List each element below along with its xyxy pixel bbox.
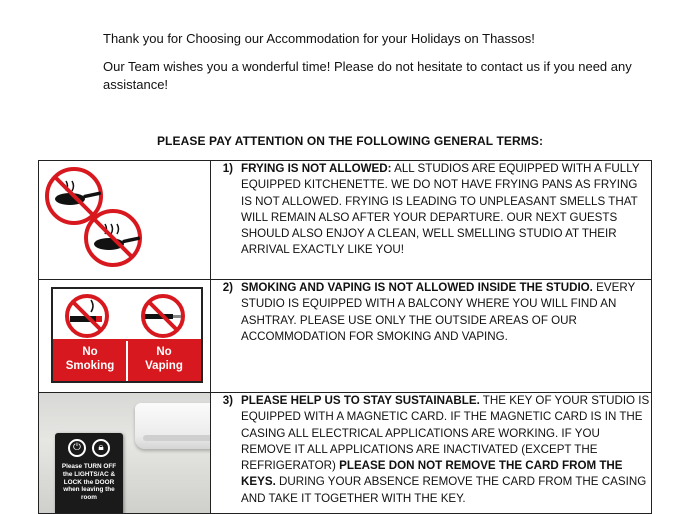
- term-number: 3): [222, 394, 233, 407]
- no-vaping-icon: [143, 296, 183, 336]
- term-number: 1): [222, 162, 233, 175]
- term-warning: PLEASE DON NOT REMOVE THE CARD FROM THE KEYS.: [241, 459, 623, 489]
- power-icon: ⏻: [68, 439, 86, 457]
- term-text: EVERY STUDIO IS EQUIPPED WITH A BALCONY WHERE YOU WILL FIND AN ASHTRAY. PLEASE USE ONLY THE OUTSIDE AREAS OF OUR ACCOMMODATION FOR SMOKING AND VAPING.: [241, 281, 636, 343]
- intro: [103, 30, 663, 104]
- term-row-frying: [39, 161, 652, 280]
- no-smoking-label: No Smoking: [65, 346, 115, 372]
- term-title: SMOKING AND VAPING IS NOT ALLOWED INSIDE THE STUDIO.: [241, 281, 593, 294]
- smoking-image-cell: [39, 280, 211, 393]
- intro-team: Our Team wishes you a wonderful time! Please do not hesitate to contact us if you need any assistance!: [103, 59, 632, 92]
- no-vaping-label: No Vaping: [145, 346, 183, 372]
- term-text: ALL STUDIOS ARE EQUIPPED WITH A FULLY EQUIPPED KITCHENETTE. WE DO NOT HAVE FRYING PANS AS FRYING IS NOT ALLOWED. FRYING IS LEADING TO UNPLEASANT SMELLS THAT WILL REMAIN ALSO AFTER YOUR DEPARTURE. OUR NEXT GUESTS SHOULD ALSO ENJOY A CLEAN, WELL SMELLING STUDIO AT THEIR ARRIVAL EXACTLY LIKE YOU!: [241, 162, 640, 257]
- terms-table: [38, 160, 652, 514]
- air-conditioner-unit: [135, 403, 210, 449]
- term-smoking: [211, 280, 652, 393]
- no-smoking-icon: [67, 296, 107, 336]
- air-conditioner-photo: [39, 393, 210, 513]
- term-title: PLEASE HELP US TO STAY SUSTAINABLE.: [241, 394, 480, 407]
- terms-heading: PLEASE PAY ATTENTION ON THE FOLLOWING GENERAL TERMS:: [156, 134, 544, 148]
- no-smoking-sign: [51, 287, 203, 383]
- card-panel-text: Please TURN OFF the LIGHTS/AC & LOCK the DOOR when leaving the room: [61, 463, 117, 502]
- term-text: THE KEY OF YOUR STUDIO IS EQUIPPED WITH A MAGNETIC CARD. IF THE MAGNETIC CARD IS IN THE CASING ALL ELECTRICAL APPLICATIONS ARE WORKING. IF YOU REMOVE IT ALL APPLICATIONS ARE INACTIVATED (EXCEPT THE REFRIGERATOR): [241, 394, 650, 473]
- term-frying: [211, 161, 652, 280]
- key-card-image-cell: [39, 393, 211, 514]
- term-text-2: DURING YOUR ABSENCE REMOVE THE CARD FROM THE CASING AND TAKE IT TOGETHER WITH THE KEY.: [241, 475, 647, 505]
- intro-thanks: Thank you for Choosing our Accommodation for your Holidays on Thassos!: [103, 31, 535, 46]
- term-title: FRYING IS NOT ALLOWED:: [241, 162, 392, 175]
- term-row-smoking: [39, 280, 652, 393]
- lock-icon: 🔒︎: [92, 439, 110, 457]
- term-number: 2): [222, 281, 233, 294]
- frying-image-cell: [39, 161, 211, 280]
- term-sustainable: [211, 393, 652, 514]
- no-frying-icon: [39, 161, 210, 274]
- key-card-holder: [55, 433, 123, 513]
- term-row-sustainable: [39, 393, 652, 514]
